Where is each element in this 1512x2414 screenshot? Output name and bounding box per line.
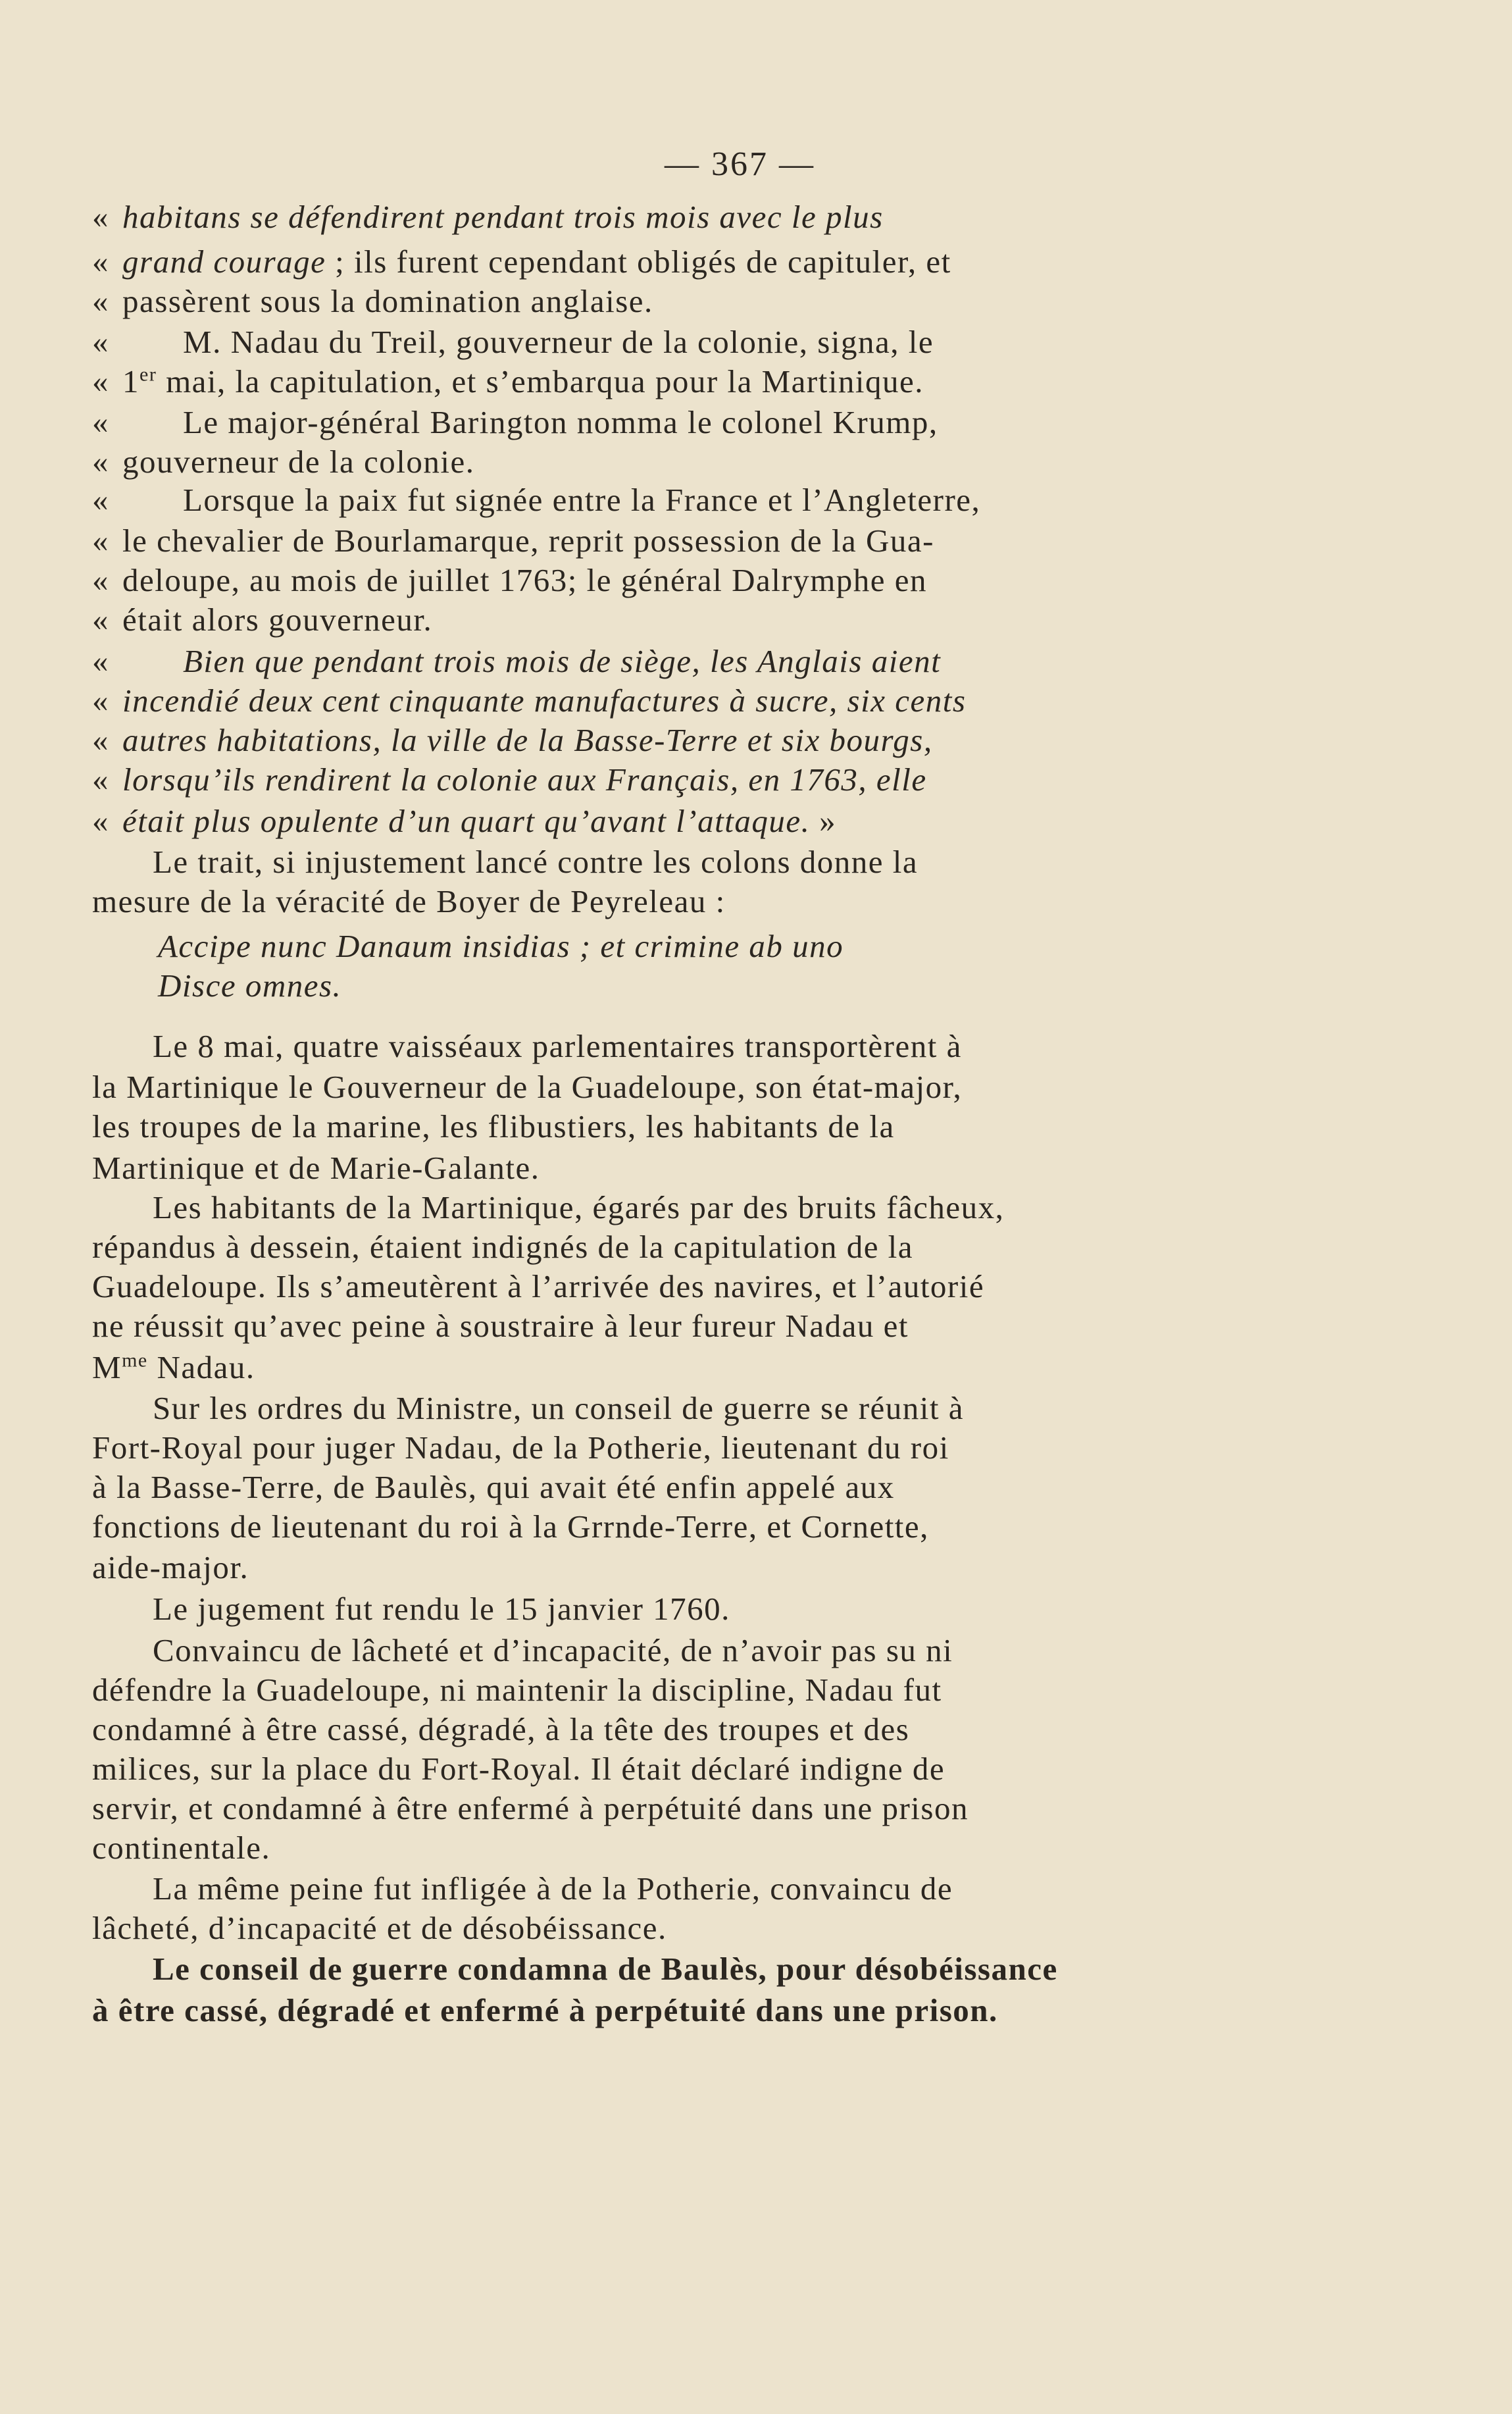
text-line — [92, 1789, 969, 1828]
line-text: M. Nadau du Treil, gouverneur de la colonie, signa, le — [183, 324, 934, 360]
text-line — [92, 362, 924, 401]
text-line — [92, 1589, 730, 1629]
text-line — [92, 1428, 949, 1468]
line-text: Le jugement fut rendu le 15 janvier 1760. — [153, 1591, 730, 1627]
text-line — [92, 642, 941, 681]
line-text: grand courage — [122, 244, 326, 280]
line-text: habitans se défendirent pendant trois mois avec le plus — [122, 199, 884, 235]
line-text: les troupes de la marine, les flibustiers, les habitants de la — [92, 1108, 895, 1144]
line-text: Lorsque la paix fut signée entre la France et l’Angleterre, — [183, 482, 981, 518]
text-line — [92, 282, 653, 321]
line-text: Le conseil de guerre condamna de Baulès, pour désobéissance — [153, 1951, 1058, 1987]
text-line — [92, 802, 836, 841]
text-line — [158, 927, 844, 966]
text-line — [92, 1507, 929, 1547]
text-line — [158, 966, 341, 1006]
text-line — [92, 322, 934, 362]
text-line — [92, 721, 933, 760]
text-line — [92, 1869, 953, 1909]
line-text: aide-major. — [92, 1549, 249, 1585]
line-text-rest: ; ils furent cependant obligés de capituler, et — [326, 244, 951, 280]
text-line — [92, 403, 938, 442]
line-text: passèrent sous la domination anglaise. — [122, 283, 653, 319]
text-line — [92, 1148, 540, 1188]
text-line — [92, 1227, 913, 1267]
text-line — [92, 442, 474, 482]
line-text: défendre la Guadeloupe, ni maintenir la discipline, Nadau fut — [92, 1672, 942, 1708]
line-text: condamné à être cassé, dégradé, à la tête des troupes et des — [92, 1711, 910, 1747]
text-line — [92, 1188, 1004, 1227]
text-line — [92, 882, 726, 921]
line-text: mesure de la véracité de Boyer de Peyreleau : — [92, 883, 726, 919]
line-text: Le 8 mai, quatre vaisséaux parlementaires transportèrent à — [153, 1028, 962, 1064]
quote-mark: « — [92, 404, 109, 440]
line-text: lorsqu’ils rendirent la colonie aux Français, en 1763, elle — [122, 761, 927, 798]
quote-mark: « — [92, 523, 109, 559]
quote-mark: « — [92, 482, 109, 518]
line-text: gouverneur de la colonie. — [122, 444, 475, 480]
quote-mark: « — [92, 761, 109, 798]
superscript: er — [139, 363, 157, 386]
line-text: la Martinique le Gouverneur de la Guadeloupe, son état-major, — [92, 1069, 963, 1105]
text-line — [92, 1909, 667, 1948]
line-text: lâcheté, d’incapacité et de désobéissance. — [92, 1910, 667, 1946]
line-text: fonctions de lieutenant du roi à la Grrnde-Terre, et Cornette, — [92, 1508, 929, 1545]
line-text: M — [92, 1349, 122, 1385]
quote-mark: « — [92, 283, 109, 319]
text-line — [92, 1306, 909, 1346]
text-line — [92, 600, 432, 640]
text-line — [92, 1548, 249, 1587]
text-line — [92, 197, 884, 237]
line-text: à la Basse-Terre, de Baulès, qui avait été enfin appelé aux — [92, 1469, 895, 1505]
quote-mark: « — [92, 722, 109, 758]
line-text: Sur les ordres du Ministre, un conseil de guerre se réunit à — [153, 1390, 965, 1426]
line-text: Guadeloupe. Ils s’ameutèrent à l’arrivée des navires, et l’autorié — [92, 1268, 985, 1304]
line-text: était alors gouverneur. — [122, 602, 433, 638]
text-line — [92, 1468, 895, 1507]
quote-mark: « — [92, 643, 109, 679]
text-line — [92, 1749, 945, 1789]
line-text-rest: Nadau. — [147, 1349, 255, 1385]
superscript: me — [122, 1349, 148, 1372]
page-number: — 367 — — [665, 145, 815, 183]
line-text: le chevalier de Bourlamarque, reprit possession de la Gua- — [122, 523, 935, 559]
text-line — [92, 521, 934, 561]
text-line — [92, 1631, 953, 1670]
line-text: ne réussit qu’avec peine à soustraire à leur fureur Nadau et — [92, 1308, 909, 1344]
text-line — [92, 1991, 998, 2030]
text-line — [92, 480, 980, 520]
text-line — [92, 842, 918, 882]
line-text: Martinique et de Marie-Galante. — [92, 1150, 540, 1186]
quote-mark: « — [92, 562, 109, 598]
text-line — [92, 1107, 895, 1146]
quote-mark: « — [92, 363, 109, 399]
line-text: à être cassé, dégradé et enfermé à perpétuité dans une prison. — [92, 1992, 998, 2028]
text-line — [92, 1348, 255, 1387]
quote-mark: « — [92, 803, 109, 839]
text-line — [92, 1670, 942, 1710]
line-text: répandus à dessein, étaient indignés de la capitulation de la — [92, 1229, 914, 1265]
line-text: autres habitations, la ville de la Basse-Terre et six bourgs, — [122, 722, 933, 758]
line-text: Le major-général Barington nomma le colonel Krump, — [183, 404, 938, 440]
quote-mark: « — [92, 444, 109, 480]
line-text: Fort-Royal pour juger Nadau, de la Potherie, lieutenant du roi — [92, 1429, 949, 1466]
line-text: Convaincu de lâcheté et d’incapacité, de n’avoir pas su ni — [153, 1632, 953, 1668]
line-text: milices, sur la place du Fort-Royal. Il était déclaré indigne de — [92, 1751, 945, 1787]
line-text-rest: » — [810, 803, 837, 839]
line-text: Accipe nunc Danaum insidias ; et crimine ab uno — [158, 928, 844, 964]
line-text: Le trait, si injustement lancé contre les colons donne la — [153, 844, 919, 880]
text-line — [92, 760, 927, 800]
text-line — [92, 1949, 1058, 1989]
text-line — [92, 242, 951, 282]
line-text-rest: mai, la capitulation, et s’embarqua pour la Martinique. — [157, 363, 924, 399]
quote-mark: « — [92, 602, 109, 638]
line-text: Les habitants de la Martinique, égarés par des bruits fâcheux, — [153, 1189, 1005, 1225]
text-line — [92, 1027, 962, 1066]
line-text: deloupe, au mois de juillet 1763; le général Dalrymphe en — [122, 562, 928, 598]
line-text: 1 — [122, 363, 139, 399]
quote-mark: « — [92, 324, 109, 360]
line-text: continentale. — [92, 1830, 271, 1866]
text-line — [92, 561, 927, 600]
quote-mark: « — [92, 199, 109, 235]
text-line — [92, 1067, 962, 1107]
line-text: La même peine fut infligée à de la Potherie, convaincu de — [153, 1870, 953, 1907]
quote-mark: « — [92, 244, 109, 280]
quote-mark: « — [92, 682, 109, 719]
line-text: était plus opulente d’un quart qu’avant l’attaque. — [122, 803, 811, 839]
text-line — [92, 1389, 964, 1428]
line-text: servir, et condamné à être enfermé à perpétuité dans une prison — [92, 1790, 969, 1826]
line-text: Bien que pendant trois mois de siège, les Anglais aient — [183, 643, 942, 679]
line-text: incendié deux cent cinquante manufactures à sucre, six cents — [122, 682, 967, 719]
text-line — [92, 1828, 270, 1868]
text-line — [92, 1710, 909, 1749]
text-line — [92, 1267, 984, 1306]
text-line — [92, 681, 966, 721]
line-text: Disce omnes. — [158, 967, 342, 1004]
